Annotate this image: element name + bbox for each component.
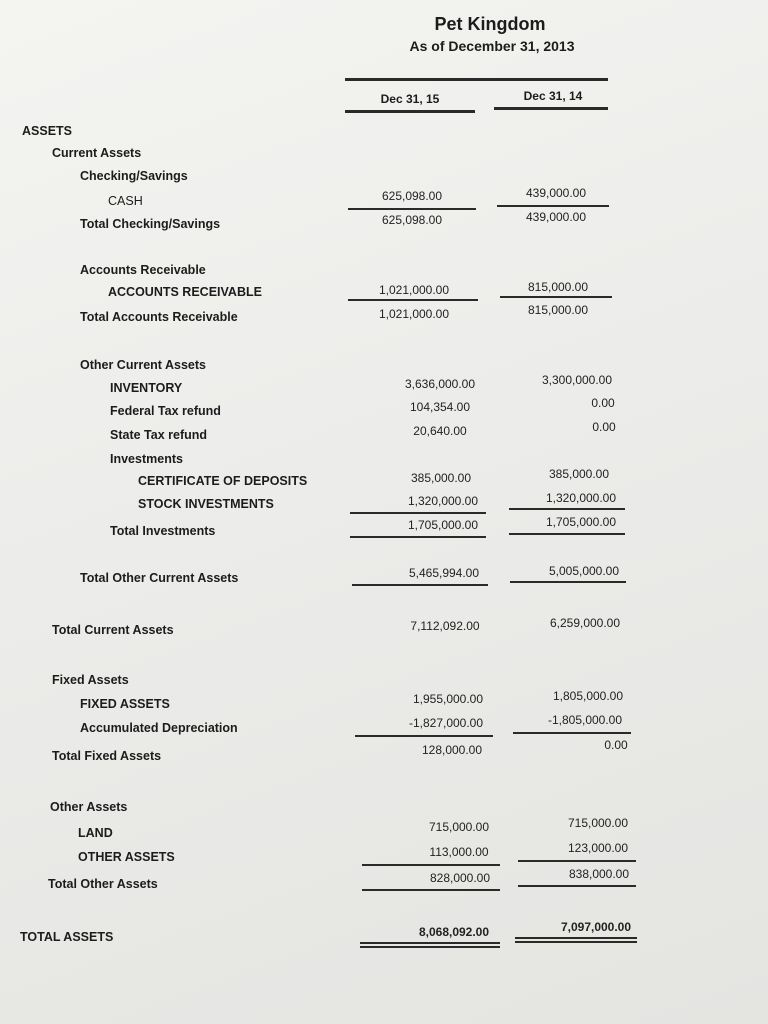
other-assets-heading: Other Assets [50,800,128,814]
total-other-assets-15: 828,000.00 [429,871,491,885]
total-ar-label: Total Accounts Receivable [80,310,238,324]
land-label: LAND [78,826,113,840]
cd-label: CERTIFICATE OF DEPOSITS [138,474,308,488]
other-assets-value-15: 113,000.00 [429,845,489,859]
total-checking-savings-label: Total Checking/Savings [80,217,221,231]
federal-tax-value-14: 0.00 [591,396,615,410]
total-assets-14: 7,097,000.00 [560,920,632,934]
rule-cash-col1 [348,208,476,210]
total-checking-savings-14: 439,000.00 [525,210,587,224]
depreciation-label: Accumulated Depreciation [80,721,238,735]
total-other-assets-14: 838,000.00 [568,867,630,881]
total-assets-label: TOTAL ASSETS [20,930,114,944]
header-top-rule [345,78,608,81]
total-fixed-assets-label: Total Fixed Assets [52,749,162,763]
rule-investments-col2 [509,508,625,510]
rule-total-assets-col1-b [360,946,500,948]
total-ar-14: 815,000.00 [527,303,589,317]
ar-value-14: 815,000.00 [527,280,589,294]
total-current-assets-14: 6,259,000.00 [549,616,621,630]
inventory-value-15: 3,636,000.00 [404,377,476,391]
stock-value-15: 1,320,000.00 [407,494,479,508]
total-investments-14: 1,705,000.00 [545,515,617,529]
rule-total-assets-col2-a [515,937,637,939]
current-assets-heading: Current Assets [52,146,142,160]
land-value-14: 715,000.00 [567,816,629,830]
state-tax-label: State Tax refund [110,428,208,442]
rule-fixed-col2 [513,732,631,734]
total-other-assets-label: Total Other Assets [48,877,158,891]
federal-tax-value-15: 104,354.00 [409,400,471,414]
depreciation-value-15: -1,827,000.00 [408,716,484,730]
fixed-assets-value-14: 1,805,000.00 [552,689,624,703]
ar-value-15: 1,021,000.00 [378,283,450,297]
investments-heading: Investments [110,452,183,466]
federal-tax-label: Federal Tax refund [110,404,221,418]
rule-ar-col1 [348,299,478,301]
rule-cash-col2 [497,205,609,207]
total-fixed-assets-15: 128,000.00 [421,743,483,757]
other-assets-value-14: 123,000.00 [567,841,629,855]
cash-label: CASH [108,194,143,208]
rule-total-other-col1 [362,889,500,891]
rule-total-investments-col2 [509,533,625,535]
accounts-receivable-heading: Accounts Receivable [80,263,206,277]
state-tax-value-15: 20,640.00 [413,424,467,438]
rule-total-assets-col1-a [360,942,500,944]
rule-fixed-col1 [355,735,493,737]
total-assets-15: 8,068,092.00 [418,925,490,939]
rule-other-assets-col2 [518,860,636,862]
total-current-assets-15: 7,112,092.00 [410,619,480,633]
rule-total-investments-col1 [350,536,486,538]
inventory-label: INVENTORY [110,381,183,395]
fixed-assets-heading: Fixed Assets [52,673,129,687]
fixed-assets-label: FIXED ASSETS [80,697,170,711]
state-tax-value-14: 0.00 [592,420,616,434]
rule-other-assets-col1 [362,864,500,866]
total-other-current-label: Total Other Current Assets [80,571,239,585]
stock-value-14: 1,320,000.00 [545,491,617,505]
rule-total-other-col2 [518,885,636,887]
rule-investments-col1 [350,512,486,514]
total-ar-15: 1,021,000.00 [378,307,450,321]
rule-other-current-col1 [352,584,488,586]
land-value-15: 715,000.00 [428,820,490,834]
rule-other-current-col2 [510,581,626,583]
header-rule-col2 [494,107,608,110]
total-checking-savings-15: 625,098.00 [381,213,443,227]
cash-value-15: 625,098.00 [381,189,443,203]
company-name: Pet Kingdom [434,14,546,34]
depreciation-value-14: -1,805,000.00 [547,713,623,727]
cd-value-14: 385,000.00 [548,467,610,481]
stock-label: STOCK INVESTMENTS [138,497,274,511]
assets-heading: ASSETS [22,124,73,138]
cd-value-15: 385,000.00 [410,471,472,485]
rule-total-assets-col2-b [515,941,637,943]
total-current-assets-label: Total Current Assets [52,623,174,637]
ar-label: ACCOUNTS RECEIVABLE [108,285,262,299]
report-date: As of December 31, 2013 [409,38,575,54]
checking-savings-heading: Checking/Savings [80,169,188,183]
inventory-value-14: 3,300,000.00 [541,373,613,387]
fixed-assets-value-15: 1,955,000.00 [412,692,484,706]
rule-ar-col2 [500,296,612,298]
total-fixed-assets-14: 0.00 [604,738,628,752]
total-investments-label: Total Investments [110,524,216,538]
total-other-current-14: 5,005,000.00 [548,564,620,578]
total-other-current-15: 5,465,994.00 [408,566,480,580]
cash-value-14: 439,000.00 [525,186,587,200]
column-header-dec-31-15: Dec 31, 15 [380,92,440,106]
column-header-dec-31-14: Dec 31, 14 [523,89,583,103]
other-assets-label: OTHER ASSETS [78,850,175,864]
header-rule-col1 [345,110,475,113]
total-investments-15: 1,705,000.00 [407,518,479,532]
other-current-assets-heading: Other Current Assets [80,358,206,372]
